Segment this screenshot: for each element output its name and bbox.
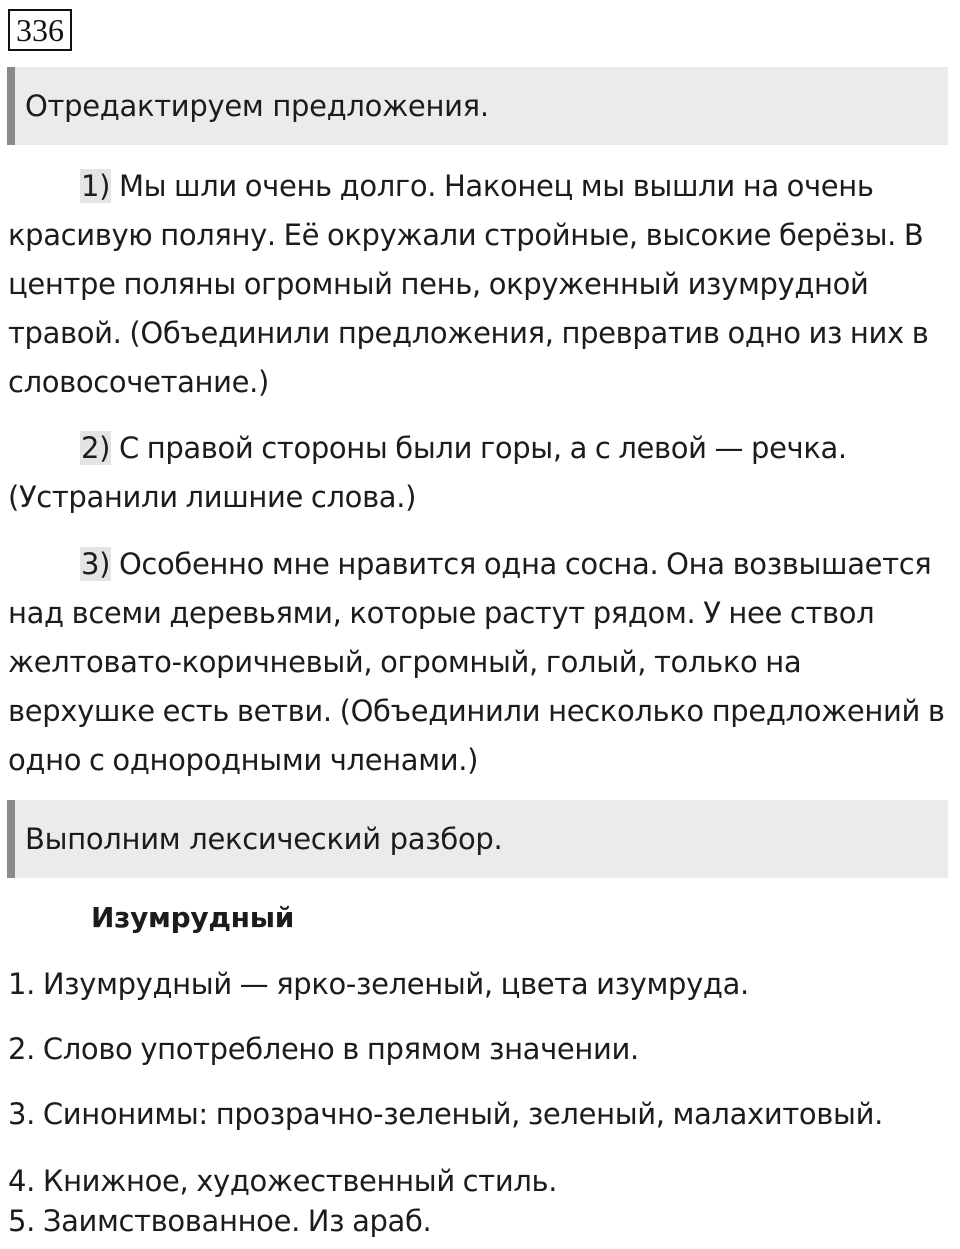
paragraph-2 [8,424,950,522]
paragraph-1 [8,162,950,407]
lexical-item-5: 5. Заимствованное. Из араб. [8,1204,432,1238]
section-header-edit: Отредактируем предложения. [7,67,948,145]
analyzed-word-title: Изумрудный [91,901,295,934]
paragraph-text: Мы шли очень долго. Наконец мы вышли на очень красивую поляну. Её окружали стройные, высокие берёзы. В центре поляны огромный пень, окруженный изумрудной травой. (Объединили предложения, превратив одно из них в словосочетание.) [8,169,929,399]
lexical-item-4: 4. Книжное, художественный стиль. [8,1164,558,1198]
section-header-lexical: Выполним лексический разбор. [7,800,948,878]
lexical-item-1: 1. Изумрудный — ярко-зеленый, цвета изумруда. [8,967,749,1001]
paragraph-number: 2) [81,431,111,465]
lexical-item-3: 3. Синонимы: прозрачно-зеленый, зеленый, малахитовый. [8,1097,883,1131]
paragraph-number: 3) [81,547,111,581]
lexical-item-2: 2. Слово употреблено в прямом значении. [8,1032,639,1066]
paragraph-number: 1) [81,169,111,203]
paragraph-text: С правой стороны были горы, а с левой — речка. (Устранили лишние слова.) [8,431,847,514]
paragraph-3 [8,540,950,785]
task-number: 336 [8,9,72,51]
paragraph-text: Особенно мне нравится одна сосна. Она возвышается над всеми деревьями, которые растут рядом. У нее ствол желтовато-коричневый, огромный, голый, только на верхушке есть ветви. (Объединили несколько предложений в одно с однородными членами.) [8,547,945,777]
